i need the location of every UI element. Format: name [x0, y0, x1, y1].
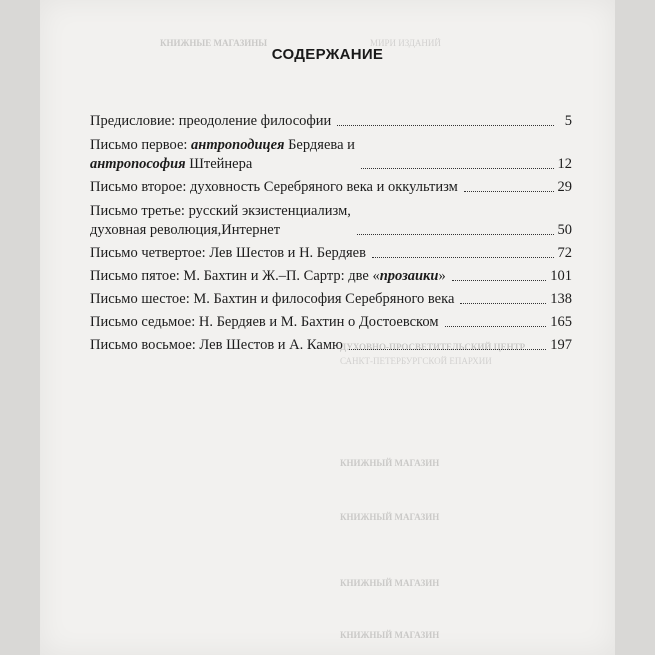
toc-entry-title: Письмо второе: духовность Серебряного века и оккультизм: [90, 179, 458, 195]
dot-leader: [357, 234, 554, 235]
show-through-text: КНИЖНЫЕ МАГАЗИНЫ: [160, 38, 268, 48]
toc-page-number: 72: [557, 245, 572, 261]
show-through-text: КНИЖНЫЙ МАГАЗИН: [340, 458, 440, 468]
dot-leader: [361, 168, 554, 169]
toc-entry: [90, 244, 572, 263]
toc-entry: [90, 136, 572, 174]
toc-entry: [90, 313, 572, 332]
show-through-text: КНИЖНЫЙ МАГАЗИН: [340, 578, 440, 588]
toc-entry-title: Письмо седьмое: Н. Бердяев и М. Бахтин о Достоевском: [90, 314, 439, 330]
toc-entry-title: Письмо шестое: М. Бахтин и философия Серебряного века: [90, 291, 455, 307]
toc-page-number: 50: [557, 222, 572, 238]
dot-leader: [372, 257, 554, 258]
toc-page-number: 197: [550, 337, 572, 353]
toc-entry-title: Письмо первое: антроподицея Бердяева и антропософия Штейнера: [90, 137, 355, 172]
toc-entry-title: Письмо третье: русский экзистенциализм, духовная революция,Интернет: [90, 203, 351, 238]
toc-entry: [90, 112, 572, 131]
toc-entry: [90, 336, 572, 355]
dot-leader: [445, 326, 547, 327]
show-through-text: КНИЖНЫЙ МАГАЗИН: [340, 512, 440, 522]
toc-entry: [90, 178, 572, 197]
dot-leader: [337, 125, 554, 126]
toc-page-number: 165: [550, 314, 572, 330]
dot-leader: [464, 191, 554, 192]
show-through-text: МИРИ ИЗДАНИЙ: [370, 38, 441, 48]
toc-entry-title: Письмо четвертое: Лев Шестов и Н. Бердяев: [90, 245, 366, 261]
toc-entry: [90, 202, 572, 240]
dot-leader: [349, 349, 546, 350]
toc-page-number: 29: [557, 179, 572, 195]
toc-page-number: 138: [550, 291, 572, 307]
toc-entry-title: Письмо восьмое: Лев Шестов и А. Камю: [90, 337, 343, 353]
show-through-text: ДУХОВНО-ПРОСВЕТИТЕЛЬСКИЙ ЦЕНТР: [340, 342, 526, 352]
show-through-text: КНИЖНЫЙ МАГАЗИН: [340, 630, 440, 640]
toc-entry: [90, 290, 572, 309]
page-title: СОДЕРЖАНИЕ: [271, 46, 384, 63]
dot-leader: [460, 303, 546, 304]
dot-leader: [452, 280, 547, 281]
book-page: [40, 0, 615, 655]
toc-entry-title: Предисловие: преодоление философии: [90, 113, 332, 129]
toc-page-number: 5: [564, 113, 572, 129]
table-of-contents: [90, 112, 572, 355]
toc-entry: [90, 267, 572, 286]
show-through-text: САНКТ-ПЕТЕРБУРГСКОЙ ЕПАРХИИ: [340, 356, 492, 366]
toc-page-number: 101: [550, 268, 572, 284]
toc-entry-title: Письмо пятое: М. Бахтин и Ж.–П. Сартр: две «прозаики»: [90, 268, 446, 284]
toc-page-number: 12: [557, 156, 572, 172]
